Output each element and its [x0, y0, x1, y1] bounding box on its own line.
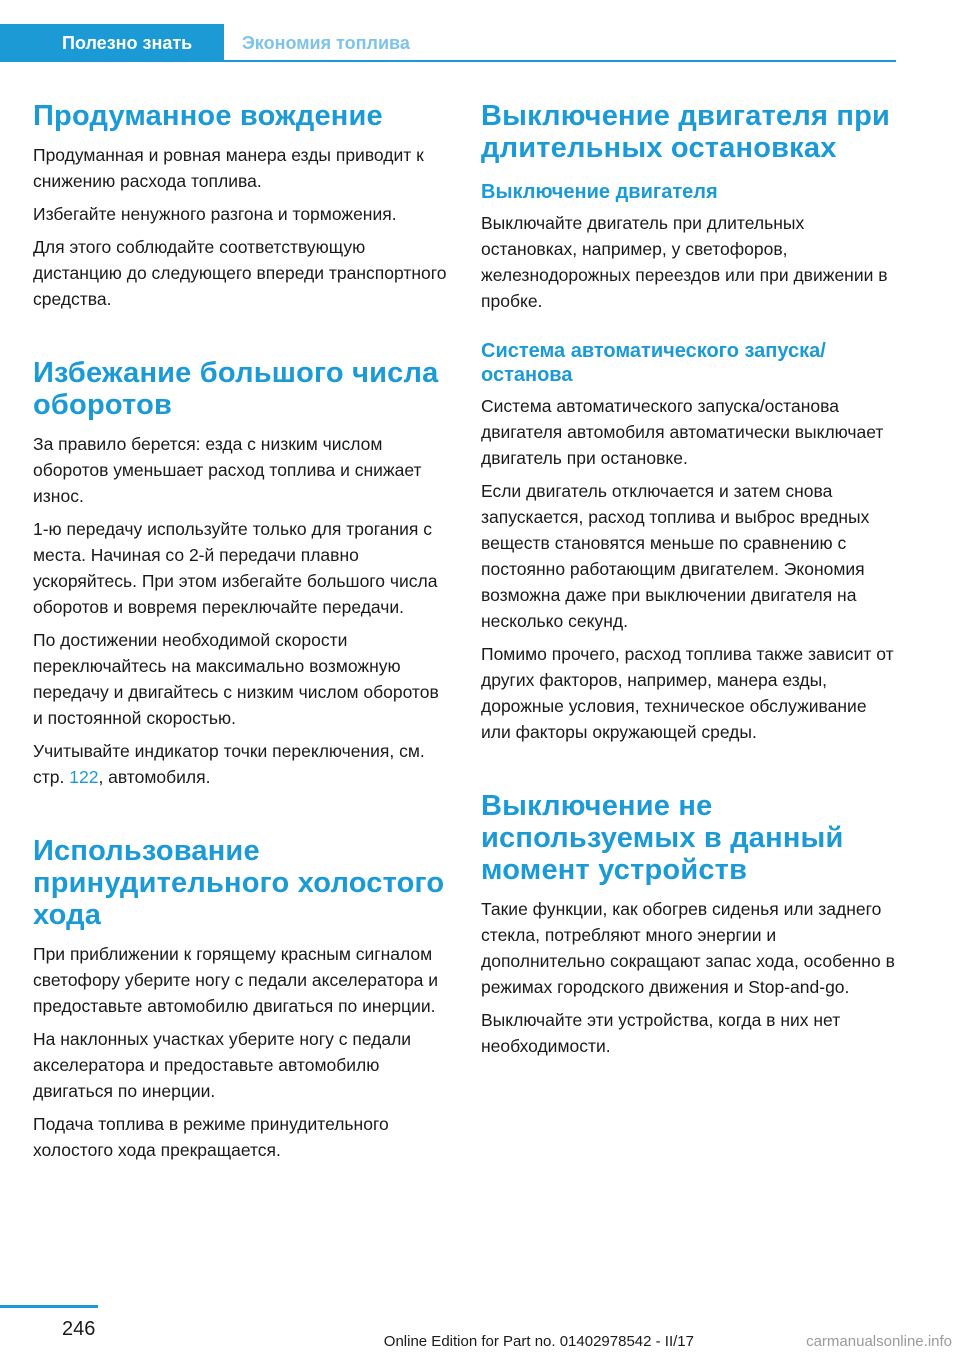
paragraph: 1-ю передачу используйте только для трогания с места. Начиная со 2-й передачи плавно ускоряйтесь. При этом избегайте большого числа оборотов и вовремя переключайте передачи. — [33, 519, 438, 617]
paragraph: За правило берется: езда с низким числом оборотов уменьшает расход топлива и снижает износ. — [33, 434, 422, 506]
page-reference-link[interactable]: 122 — [69, 767, 99, 787]
paragraph-text: , автомобиля. — [98, 767, 211, 787]
section-title-devices-off: Выключение не используемых в данный момент устройств — [481, 790, 844, 886]
page-number: 246 — [62, 1318, 96, 1340]
section-title-high-rpm: Избежание большого числа оборотов — [33, 357, 439, 421]
paragraph: На наклонных участках уберите ногу с педали акселератора и предоставьте автомобилю двигаться по инерции. — [33, 1029, 412, 1101]
section-title-engine-off: Выключение двигателя при длительных остановках — [481, 100, 891, 164]
page-header — [0, 0, 960, 62]
paragraph-text: Учитывайте индикатор точки переключения, см. стр. — [33, 741, 425, 787]
paragraph: Для этого соблюдайте соответствующую дистанцию до следующего впереди транспортного средства. — [33, 237, 447, 309]
left-column — [33, 100, 449, 1170]
paragraph: Такие функции, как обогрев сиденья или заднего стекла, потребляют много энергии и дополнительно сокращают запас хода, особенно в режимах городского движения и Stop-and-go. — [481, 899, 895, 997]
paragraph: По достижении необходимой скорости переключайтесь на максимально возможную передачу и двигайтесь с низким числом оборотов и постоянной скоростью. — [33, 630, 439, 728]
section-tab-inactive[interactable]: Экономия топлива — [242, 33, 410, 53]
paragraph-with-link — [33, 738, 449, 790]
paragraph: Система автоматического запуска/останова двигателя автомобиля автоматически выключает двигатель при остановке. — [481, 396, 884, 468]
paragraph: Если двигатель отключается и затем снова запускается, расход топлива и выброс вредных веществ становятся меньше по сравнению с постоянно работающим двигателем. Экономия возможна даже при выключении двигателя на несколько секунд. — [481, 481, 870, 631]
paragraph: Избегайте ненужного разгона и торможения. — [33, 204, 397, 224]
subsection-title-engine-off: Выключение двигателя — [481, 181, 718, 203]
footer-rule — [0, 1305, 98, 1308]
section-tab-active[interactable]: Полезно знать — [0, 24, 224, 62]
paragraph: Подача топлива в режиме принудительного холостого хода прекращается. — [33, 1114, 389, 1160]
section-title-smart-driving: Продуманное вождение — [33, 100, 383, 132]
section-title-coasting: Использование принудительного холостого хода — [33, 835, 445, 931]
paragraph: При приближении к горящему красным сигналом светофору уберите ногу с педали акселератора и предоставьте автомобилю двигаться по инерции. — [33, 944, 439, 1016]
paragraph: Выключайте двигатель при длительных остановках, например, у светофоров, железнодорожных переездов или при движении в пробке. — [481, 213, 888, 311]
paragraph: Продуманная и ровная манера езды приводит к снижению расхода топлива. — [33, 145, 424, 191]
right-column — [481, 100, 897, 1066]
edition-info: Online Edition for Part no. 01402978542 - II/17 — [383, 1333, 694, 1350]
subsection-title-auto-start-stop: Система автоматического запуска/останова — [481, 340, 826, 386]
paragraph: Выключайте эти устройства, когда в них нет необходимости. — [481, 1010, 841, 1056]
paragraph: Помимо прочего, расход топлива также зависит от других факторов, например, манера езды, дорожные условия, техническое обслуживание или факторы окружающей среды. — [481, 644, 894, 742]
watermark: carmanualsonline.info — [806, 1333, 952, 1350]
